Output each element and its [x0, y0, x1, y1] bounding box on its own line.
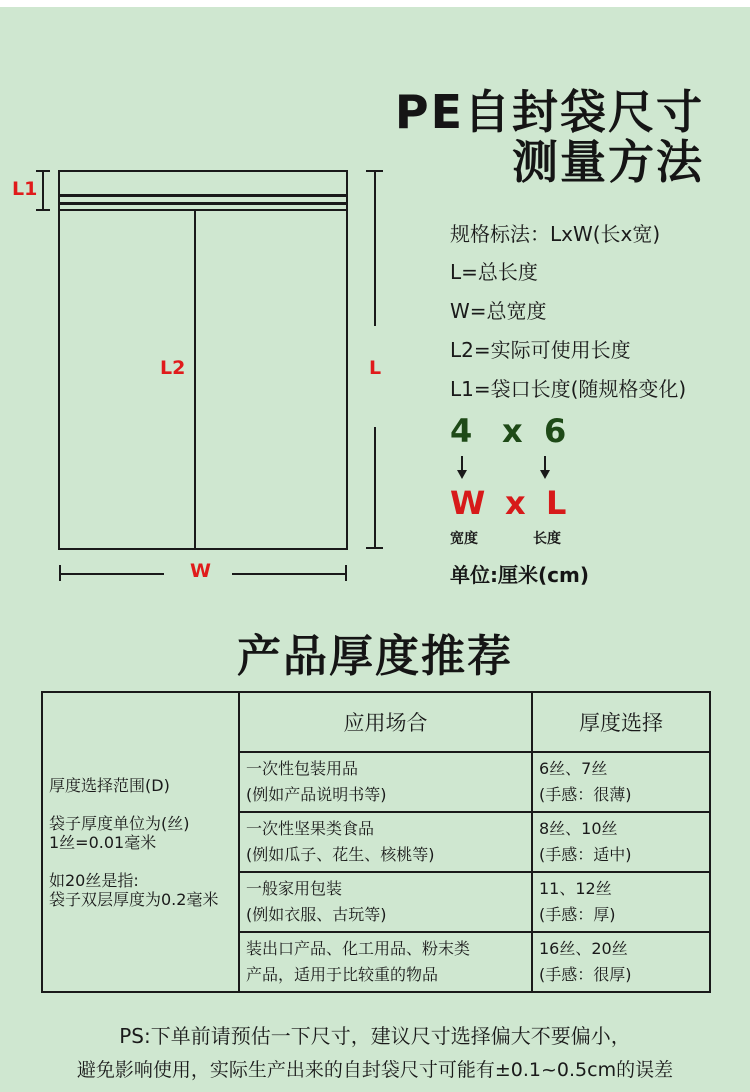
- l-dimension-upper-line: [374, 170, 376, 326]
- row-application-example: (例如瓜子、花生、核桃等): [246, 845, 435, 864]
- spec-l2-definition: L2=实际可使用长度: [450, 338, 631, 362]
- l1-bracket-stem: [42, 170, 44, 210]
- length-caption: 长度: [533, 531, 561, 547]
- unit-label: 单位:厘米(cm): [450, 563, 589, 587]
- l2-label: L2: [160, 357, 186, 379]
- row-application: 一次性包装用品: [246, 759, 359, 778]
- example-width-number: 4: [450, 412, 473, 450]
- row-thickness: 8丝、10丝: [539, 819, 618, 838]
- l-label: L: [369, 357, 382, 379]
- ps-note-line2: 避免影响使用，实际生产出来的自封袋尺寸可能有±0.1~0.5cm的误差: [76, 1059, 674, 1081]
- w-dimension-left-line: [60, 573, 164, 575]
- spec-w-definition: W=总宽度: [450, 299, 547, 323]
- bag-outline: [58, 170, 348, 550]
- example-times-sign: x: [502, 412, 523, 450]
- example-length-letter: L: [546, 484, 567, 522]
- width-caption: 宽度: [450, 531, 478, 547]
- row-application: 装出口产品、化工用品、粉末类: [246, 939, 471, 958]
- zipper-line-bottom: [58, 202, 348, 205]
- row-application: 一般家用包装: [246, 879, 343, 898]
- page-title-line1: PE自封袋尺寸: [394, 85, 704, 139]
- header-thickness: 厚度选择: [532, 692, 710, 752]
- example-times-red: x: [505, 484, 526, 522]
- note-unit: 袋子厚度单位为(丝): [49, 813, 190, 833]
- spec-l1-definition: L1=袋口长度(随规格变化): [450, 377, 687, 401]
- row-application-example: (例如衣服、古玩等): [246, 905, 387, 924]
- width-arrow-down-icon: [457, 470, 467, 479]
- row-feel: (手感：很薄): [539, 785, 632, 804]
- note-example-detail: 袋子双层厚度为0.2毫米: [49, 889, 219, 909]
- spec-format: 规格标法：LxW(长x宽): [450, 222, 661, 246]
- row-thickness: 16丝、20丝: [539, 939, 628, 958]
- row-feel: (手感：适中): [539, 845, 632, 864]
- row-feel: (手感：厚): [539, 905, 616, 924]
- example-width-letter: W: [450, 484, 486, 522]
- w-label: W: [190, 560, 211, 582]
- zipper-line-top: [58, 194, 348, 197]
- table-header-row: [42, 692, 710, 752]
- row-application-example: 产品，适用于比较重的物品: [246, 965, 439, 984]
- example-length-number: 6: [544, 412, 567, 450]
- header-application: 应用场合: [239, 692, 532, 752]
- seal-line: [58, 209, 348, 211]
- note-conversion: 1丝=0.01毫米: [49, 832, 157, 852]
- note-example: 如20丝是指:: [49, 870, 139, 890]
- product-info-canvas: [0, 7, 750, 1092]
- note-range: 厚度选择范围(D): [49, 775, 170, 795]
- l-dimension-lower-line: [374, 427, 376, 549]
- thickness-section-title: 产品厚度推荐: [237, 631, 513, 682]
- row-application-example: (例如产品说明书等): [246, 785, 387, 804]
- row-feel: (手感：很厚): [539, 965, 632, 984]
- l2-dimension-line: [194, 209, 196, 550]
- length-arrow-down-icon: [540, 470, 550, 479]
- ps-note-line1: PS:下单前请预估一下尺寸，建议尺寸选择偏大不要偏小，: [119, 1024, 631, 1048]
- thickness-note-cell: [42, 692, 239, 992]
- row-application: 一次性坚果类食品: [246, 819, 375, 838]
- page-title-line2: 测量方法: [512, 135, 704, 189]
- row-thickness: 6丝、7丝: [539, 759, 608, 778]
- row-thickness: 11、12丝: [539, 879, 612, 898]
- spec-l-definition: L=总长度: [450, 260, 538, 284]
- l1-label: L1: [12, 178, 38, 200]
- thickness-table: [41, 691, 711, 993]
- w-dimension-right-line: [232, 573, 346, 575]
